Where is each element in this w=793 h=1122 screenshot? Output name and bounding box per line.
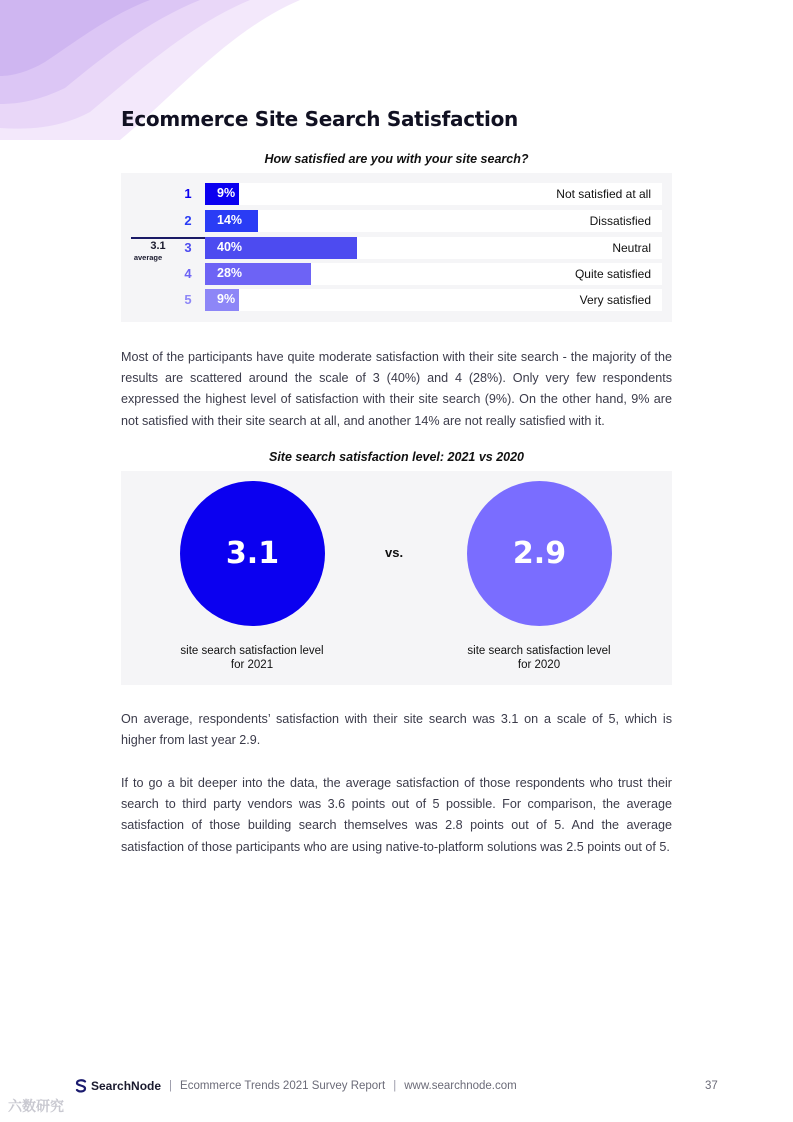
bar-category-label: Not satisfied at all — [556, 187, 651, 201]
caption-2020-line2: for 2020 — [517, 659, 561, 671]
page-heading: Ecommerce Site Search Satisfaction — [121, 107, 518, 131]
bar-scale-number: 4 — [184, 266, 192, 281]
bar-scale-number: 5 — [184, 292, 192, 307]
watermark: 六数研究 — [8, 1098, 64, 1114]
bar-value-label: 40% — [217, 240, 243, 254]
satisfaction-bar-chart — [121, 173, 672, 322]
bar-scale-number: 1 — [184, 186, 192, 201]
footer-report-title: Ecommerce Trends 2021 Survey Report — [180, 1080, 386, 1092]
page-footer — [75, 1079, 517, 1093]
year-comparison-panel — [121, 471, 672, 685]
paragraph-distribution: Most of the participants have quite moderate satisfaction with their site search - the majority of the results are scattered around the scale of 3 (40%) and 4 (28%). Only very few respondents expressed the highest level of satisfaction with their site search (9%). On the other hand, 9% are not satisfied with their site search at all, and another 14% are not really satisfied with it. — [121, 350, 672, 428]
bar-chart-title: How satisfied are you with your site search? — [264, 152, 529, 166]
footer-brand: SearchNode — [91, 1079, 162, 1093]
versus-label: vs. — [385, 545, 404, 560]
footer-separator: | — [393, 1080, 397, 1092]
bar-category-label: Dissatisfied — [589, 214, 651, 228]
bar-category-label: Quite satisfied — [574, 267, 651, 281]
footer-separator: | — [169, 1080, 173, 1092]
satisfaction-2021-circle: 3.1 — [180, 481, 325, 626]
bar-row — [121, 237, 672, 259]
bar-value-label: 9% — [217, 186, 236, 200]
bar-category-label: Very satisfied — [579, 293, 651, 307]
bar-row — [121, 289, 672, 311]
bar-value-label: 9% — [217, 292, 236, 306]
bar-category-label: Neutral — [612, 241, 651, 255]
paragraph-average: On average, respondents’ satisfaction with their site search was 3.1 on a scale of 5, which is higher from last year 2.9. — [121, 712, 672, 748]
caption-2021-line2: for 2021 — [230, 659, 274, 671]
searchnode-s-logo-icon — [75, 1079, 87, 1093]
average-label: average — [133, 253, 163, 262]
circle-chart-title: Site search satisfaction level: 2021 vs 2020 — [268, 450, 525, 464]
caption-2020-line1: site search satisfaction level — [467, 645, 611, 657]
satisfaction-2020-circle: 2.9 — [467, 481, 612, 626]
bar-value-label: 28% — [217, 266, 243, 280]
bar-row — [121, 210, 672, 232]
bar-value-label: 14% — [217, 213, 243, 227]
bar-row — [121, 263, 672, 285]
caption-2020 — [439, 644, 639, 672]
caption-2021 — [152, 644, 352, 672]
caption-2021-line1: site search satisfaction level — [180, 645, 324, 657]
page-number: 37 — [705, 1080, 718, 1092]
paragraph-details: If to go a bit deeper into the data, the average satisfaction of those respondents who trust their search to third party vendors was 3.6 points out of 5 possible. For comparison, the average satisfaction of those building search themselves was 2.8 points out of 5. And the average satisfaction of those participants who are using native-to-platform solutions was 2.5 points out of 5. — [121, 776, 672, 854]
average-value: 3.1 — [150, 240, 166, 252]
bar-row — [121, 183, 672, 205]
bar-scale-number: 3 — [184, 240, 192, 255]
bar-scale-number: 2 — [184, 213, 192, 228]
footer-url[interactable]: www.searchnode.com — [404, 1080, 517, 1092]
